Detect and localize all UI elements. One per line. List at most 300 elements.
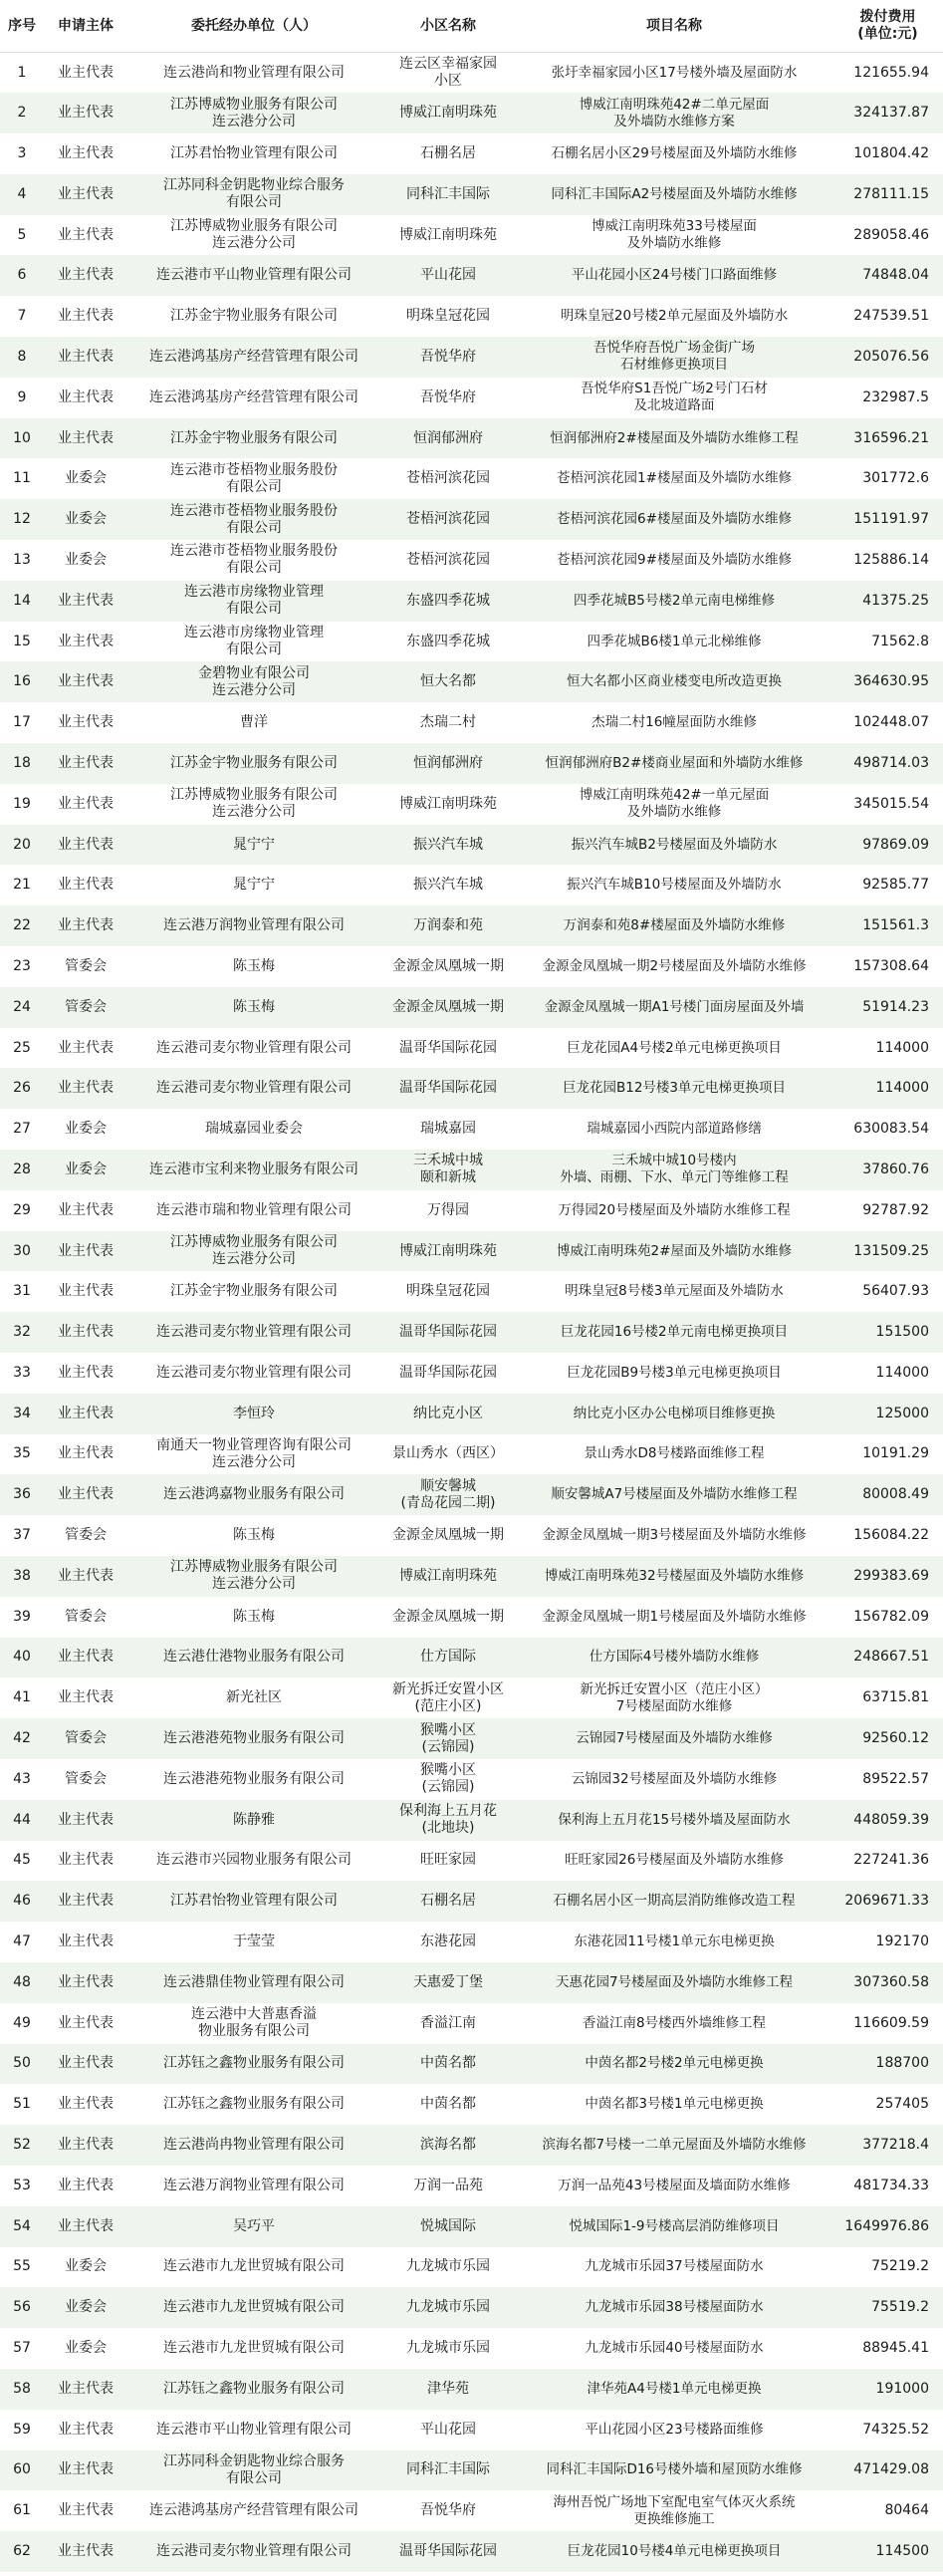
cell-seq: 19 bbox=[13, 795, 31, 812]
cell-seq: 27 bbox=[13, 1121, 31, 1138]
cell-community: 温哥华国际花园 bbox=[399, 1080, 497, 1097]
table-row bbox=[0, 418, 943, 459]
cell-applicant: 业主代表 bbox=[58, 1080, 114, 1097]
cell-community: 温哥华国际花园 bbox=[399, 2543, 497, 2559]
cell-agent: 金碧物业有限公司 连云港分公司 bbox=[198, 664, 310, 698]
table-row bbox=[0, 905, 943, 946]
cell-community: 津华苑 bbox=[427, 2380, 469, 2397]
table-row bbox=[0, 743, 943, 784]
cell-agent: 连云港市九龙世贸城有限公司 bbox=[163, 2340, 345, 2357]
cell-community: 恒润郁洲府 bbox=[413, 754, 483, 771]
cell-community: 连云区幸福家园 小区 bbox=[399, 56, 497, 90]
cell-applicant: 业主代表 bbox=[58, 1242, 114, 1259]
cell-applicant: 业主代表 bbox=[58, 2461, 114, 2478]
cell-agent: 连云港市九龙世贸城有限公司 bbox=[163, 2299, 345, 2316]
cell-agent: 连云港港苑物业服务有限公司 bbox=[163, 1770, 345, 1787]
cell-applicant: 业主代表 bbox=[58, 714, 114, 731]
cell-agent: 晁宁宁 bbox=[233, 877, 275, 894]
cell-agent: 江苏钰之鑫物业服务有限公司 bbox=[163, 2096, 345, 2113]
cell-project: 天惠花园7号楼屋面及外墙防水维修工程 bbox=[555, 1973, 794, 1990]
cell-community: 万润一品苑 bbox=[413, 2177, 483, 2193]
cell-applicant: 业委会 bbox=[65, 511, 107, 528]
cell-agent: 瑞城嘉园业委会 bbox=[205, 1121, 303, 1138]
cell-agent: 连云港市苍梧物业服务股份 有限公司 bbox=[170, 543, 338, 577]
cell-project: 中茵名都3号楼1单元电梯更换 bbox=[585, 2096, 764, 2113]
cell-amount: 316596.21 bbox=[853, 429, 929, 446]
cell-seq: 8 bbox=[17, 348, 27, 365]
table-row bbox=[0, 1312, 943, 1353]
cell-applicant: 业主代表 bbox=[58, 2014, 114, 2031]
cell-amount: 151500 bbox=[875, 1324, 929, 1341]
cell-seq: 50 bbox=[13, 2055, 31, 2072]
cell-community: 博威江南明珠苑 bbox=[399, 226, 497, 243]
cell-agent: 连云港鼎佳物业管理有限公司 bbox=[163, 1973, 345, 1990]
cell-community: 金源金凤凰城一期 bbox=[392, 1527, 504, 1544]
cell-applicant: 业主代表 bbox=[58, 226, 114, 243]
cell-community: 天惠爱丁堡 bbox=[413, 1973, 483, 1990]
cell-agent: 新光社区 bbox=[226, 1689, 282, 1706]
cell-applicant: 业主代表 bbox=[58, 2543, 114, 2559]
cell-agent: 江苏博威物业服务有限公司 连云港分公司 bbox=[170, 1234, 338, 1267]
cell-project: 巨龙花园A4号楼2单元电梯更换项目 bbox=[567, 1039, 782, 1056]
cell-project: 博威江南明珠苑2#屋面及外墙防水维修 bbox=[557, 1242, 792, 1259]
table-row bbox=[0, 1231, 943, 1272]
cell-community: 滨海名都 bbox=[420, 2137, 476, 2154]
cell-project: 云锦园32号楼屋面及外墙防水维修 bbox=[571, 1770, 778, 1787]
header-applicant: 申请主体 bbox=[44, 0, 127, 53]
cell-agent: 连云港市宝利来物业服务有限公司 bbox=[149, 1160, 358, 1177]
cell-agent: 陈玉梅 bbox=[233, 998, 275, 1015]
cell-applicant: 业委会 bbox=[65, 2299, 107, 2316]
cell-project: 九龙城市乐园40号楼屋面防水 bbox=[585, 2340, 764, 2357]
cell-applicant: 业主代表 bbox=[58, 348, 114, 365]
cell-seq: 61 bbox=[13, 2502, 31, 2519]
cell-agent: 连云港市苍梧物业服务股份 有限公司 bbox=[170, 461, 338, 495]
cell-project: 四季花城B6楼1单元北梯维修 bbox=[587, 633, 762, 649]
cell-applicant: 业委会 bbox=[65, 1121, 107, 1138]
cell-project: 金源金凤凰城一期1号楼屋面及外墙防水维修 bbox=[542, 1608, 807, 1625]
cell-community: 苍梧河滨花园 bbox=[406, 511, 490, 528]
table-row bbox=[0, 1028, 943, 1069]
cell-agent: 江苏金宇物业服务有限公司 bbox=[170, 1283, 338, 1300]
table-row bbox=[0, 1841, 943, 1882]
cell-applicant: 业主代表 bbox=[58, 1852, 114, 1869]
cell-community: 东港花园 bbox=[420, 1933, 476, 1950]
cell-seq: 57 bbox=[13, 2340, 31, 2357]
cell-seq: 48 bbox=[13, 1973, 31, 1990]
cell-project: 苍梧河滨花园1#楼屋面及外墙防水维修 bbox=[557, 470, 792, 487]
cell-seq: 38 bbox=[13, 1567, 31, 1584]
table-row bbox=[0, 93, 943, 133]
cell-amount: 248667.51 bbox=[853, 1649, 929, 1666]
cell-project: 旺旺家园26号楼屋面及外墙防水维修 bbox=[565, 1852, 784, 1869]
cell-seq: 44 bbox=[13, 1811, 31, 1828]
cell-applicant: 管委会 bbox=[65, 998, 107, 1015]
table-row bbox=[0, 2084, 943, 2125]
cell-community: 东盛四季花城 bbox=[406, 592, 490, 609]
cell-community: 顺安馨城 (青岛花园二期) bbox=[400, 1477, 496, 1511]
cell-applicant: 业主代表 bbox=[58, 429, 114, 446]
cell-agent: 连云港市平山物业管理有限公司 bbox=[156, 2421, 352, 2438]
cell-agent: 晁宁宁 bbox=[233, 836, 275, 853]
cell-amount: 299383.69 bbox=[853, 1567, 929, 1584]
cell-community: 九龙城市乐园 bbox=[406, 2258, 490, 2275]
header-project: 项目名称 bbox=[516, 0, 832, 53]
cell-amount: 37860.76 bbox=[862, 1160, 929, 1177]
cell-seq: 4 bbox=[17, 185, 27, 202]
table-row bbox=[0, 2044, 943, 2085]
cell-project: 金源金凤凰城一期A1号楼门面房屋面及外墙 bbox=[544, 998, 805, 1015]
cell-amount: 10191.29 bbox=[862, 1445, 929, 1462]
cell-agent: 连云港万润物业管理有限公司 bbox=[163, 917, 345, 934]
cell-community: 恒大名都 bbox=[420, 673, 476, 690]
cell-amount: 324137.87 bbox=[853, 105, 929, 122]
cell-amount: 80008.49 bbox=[862, 1486, 929, 1503]
cell-project: 巨龙花园16号楼2单元南电梯更换项目 bbox=[560, 1324, 789, 1341]
cell-applicant: 业主代表 bbox=[58, 917, 114, 934]
cell-agent: 连云港市房缘物业管理 有限公司 bbox=[184, 584, 324, 618]
table-row bbox=[0, 1677, 943, 1718]
cell-amount: 56407.93 bbox=[862, 1283, 929, 1300]
cell-amount: 125886.14 bbox=[853, 551, 929, 568]
table-row bbox=[0, 1394, 943, 1434]
cell-applicant: 业委会 bbox=[65, 1160, 107, 1177]
cell-amount: 481734.33 bbox=[853, 2177, 929, 2193]
cell-agent: 连云港市平山物业管理有限公司 bbox=[156, 267, 352, 284]
cell-project: 滨海名都7号楼一二单元屋面及外墙防水维修 bbox=[542, 2137, 807, 2154]
cell-applicant: 业主代表 bbox=[58, 267, 114, 284]
cell-applicant: 业主代表 bbox=[58, 1649, 114, 1666]
cell-seq: 37 bbox=[13, 1527, 31, 1544]
cell-community: 温哥华国际花园 bbox=[399, 1324, 497, 1341]
cell-community: 温哥华国际花园 bbox=[399, 1039, 497, 1056]
cell-amount: 51914.23 bbox=[862, 998, 929, 1015]
table-row bbox=[0, 378, 943, 418]
cell-community: 新光拆迁安置小区 (范庄小区) bbox=[392, 1680, 504, 1714]
cell-project: 博威江南明珠苑32号楼屋面及外墙防水维修 bbox=[544, 1567, 805, 1584]
cell-project: 四季花城B5号楼2单元南电梯维修 bbox=[574, 592, 775, 609]
cell-applicant: 业委会 bbox=[65, 2258, 107, 2275]
cell-agent: 连云港尚冉物业管理有限公司 bbox=[163, 2137, 345, 2154]
cell-seq: 24 bbox=[13, 998, 31, 1015]
cell-seq: 7 bbox=[17, 308, 27, 325]
cell-amount: 114000 bbox=[875, 1080, 929, 1097]
cell-amount: 63715.81 bbox=[862, 1689, 929, 1706]
cell-community: 景山秀水（西区） bbox=[392, 1445, 504, 1462]
cell-amount: 114500 bbox=[875, 2543, 929, 2559]
cell-seq: 31 bbox=[13, 1283, 31, 1300]
table-row bbox=[0, 702, 943, 743]
cell-agent: 连云港中大普惠香溢 物业服务有限公司 bbox=[191, 2006, 317, 2040]
cell-community: 万润泰和苑 bbox=[413, 917, 483, 934]
table-row bbox=[0, 53, 943, 94]
cell-community: 中茵名都 bbox=[420, 2055, 476, 2072]
cell-applicant: 业主代表 bbox=[58, 2421, 114, 2438]
cell-seq: 26 bbox=[13, 1080, 31, 1097]
table-row bbox=[0, 1150, 943, 1190]
cell-applicant: 业主代表 bbox=[58, 836, 114, 853]
cell-seq: 28 bbox=[13, 1160, 31, 1177]
cell-applicant: 业主代表 bbox=[58, 1039, 114, 1056]
cell-applicant: 业主代表 bbox=[58, 1567, 114, 1584]
cell-amount: 121655.94 bbox=[853, 64, 929, 81]
cell-amount: 301772.6 bbox=[862, 470, 929, 487]
table-row bbox=[0, 1068, 943, 1109]
cell-project: 振兴汽车城B2号楼屋面及外墙防水 bbox=[571, 836, 778, 853]
cell-seq: 56 bbox=[13, 2299, 31, 2316]
cell-amount: 92787.92 bbox=[862, 1201, 929, 1218]
cell-amount: 471429.08 bbox=[853, 2461, 929, 2478]
table-row bbox=[0, 2369, 943, 2410]
cell-community: 猴嘴小区 (云锦园) bbox=[420, 1721, 476, 1755]
cell-community: 石棚名居 bbox=[420, 144, 476, 161]
cell-seq: 14 bbox=[13, 592, 31, 609]
table-row bbox=[0, 2490, 943, 2531]
table-row bbox=[0, 2166, 943, 2206]
header-agent: 委托经办单位（人） bbox=[127, 0, 380, 53]
table-row bbox=[0, 133, 943, 174]
cell-project: 巨龙花园10号楼4单元电梯更换项目 bbox=[567, 2543, 782, 2559]
cell-seq: 53 bbox=[13, 2177, 31, 2193]
cell-applicant: 业主代表 bbox=[58, 2217, 114, 2234]
cell-applicant: 业主代表 bbox=[58, 592, 114, 609]
cell-seq: 12 bbox=[13, 511, 31, 528]
cell-applicant: 业委会 bbox=[65, 470, 107, 487]
table-row bbox=[0, 296, 943, 337]
cell-agent: 连云港鸿基房产经营管理有限公司 bbox=[149, 388, 358, 405]
cell-community: 平山花园 bbox=[420, 2421, 476, 2438]
cell-amount: 188700 bbox=[875, 2055, 929, 2072]
cell-amount: 227241.36 bbox=[853, 1852, 929, 1869]
table-row bbox=[0, 2531, 943, 2572]
cell-amount: 41375.25 bbox=[862, 592, 929, 609]
table-row bbox=[0, 1474, 943, 1515]
cell-agent: 江苏博威物业服务有限公司 连云港分公司 bbox=[170, 1559, 338, 1593]
cell-community: 苍梧河滨花园 bbox=[406, 551, 490, 568]
cell-project: 万润泰和苑8#楼屋面及外墙防水维修 bbox=[563, 917, 786, 934]
table-row bbox=[0, 825, 943, 866]
cell-community: 博威江南明珠苑 bbox=[399, 795, 497, 812]
cell-applicant: 业主代表 bbox=[58, 1405, 114, 1421]
cell-seq: 18 bbox=[13, 754, 31, 771]
cell-seq: 17 bbox=[13, 714, 31, 731]
cell-agent: 连云港司麦尔物业管理有限公司 bbox=[156, 1080, 352, 1097]
cell-community: 万得园 bbox=[427, 1201, 469, 1218]
cell-agent: 连云港港苑物业服务有限公司 bbox=[163, 1730, 345, 1747]
cell-agent: 江苏君怡物业管理有限公司 bbox=[170, 144, 338, 161]
cell-seq: 23 bbox=[13, 957, 31, 974]
cell-project: 张圩幸福家园小区17号楼外墙及屋面防水 bbox=[551, 64, 798, 81]
cell-amount: 345015.54 bbox=[853, 795, 929, 812]
cell-agent: 江苏博威物业服务有限公司 连云港分公司 bbox=[170, 96, 338, 129]
cell-agent: 连云港司麦尔物业管理有限公司 bbox=[156, 1364, 352, 1381]
cell-agent: 江苏同科金钥匙物业综合服务 有限公司 bbox=[163, 2452, 345, 2486]
header-community: 小区名称 bbox=[380, 0, 516, 53]
cell-agent: 南通天一物业管理咨询有限公司 连云港分公司 bbox=[156, 1436, 352, 1470]
cell-amount: 151561.3 bbox=[862, 917, 929, 934]
table-row bbox=[0, 1515, 943, 1556]
cell-project: 纳比克小区办公电梯项目维修更换 bbox=[573, 1405, 776, 1421]
cell-applicant: 业主代表 bbox=[58, 1933, 114, 1950]
cell-seq: 22 bbox=[13, 917, 31, 934]
cell-applicant: 业主代表 bbox=[58, 1283, 114, 1300]
cell-project: 云锦园7号楼屋面及外墙防水维修 bbox=[576, 1730, 773, 1747]
cell-agent: 江苏金宇物业服务有限公司 bbox=[170, 754, 338, 771]
cell-seq: 30 bbox=[13, 1242, 31, 1259]
cell-amount: 88945.41 bbox=[862, 2340, 929, 2357]
cell-applicant: 管委会 bbox=[65, 1527, 107, 1544]
cell-seq: 62 bbox=[13, 2543, 31, 2559]
cell-applicant: 业主代表 bbox=[58, 1811, 114, 1828]
cell-applicant: 业委会 bbox=[65, 2340, 107, 2357]
cell-applicant: 业委会 bbox=[65, 551, 107, 568]
cell-amount: 116609.59 bbox=[853, 2014, 929, 2031]
cell-project: 明珠皇冠8号楼3单元屋面及外墙防水 bbox=[565, 1283, 784, 1300]
cell-community: 九龙城市乐园 bbox=[406, 2299, 490, 2316]
cell-seq: 52 bbox=[13, 2137, 31, 2154]
table-row bbox=[0, 1881, 943, 1922]
table-row bbox=[0, 255, 943, 296]
cell-project: 仕方国际4号楼外墙防水维修 bbox=[589, 1649, 760, 1666]
table-row bbox=[0, 2003, 943, 2044]
cell-agent: 陈玉梅 bbox=[233, 957, 275, 974]
cell-project: 恒润郁洲府2#楼屋面及外墙防水维修工程 bbox=[550, 429, 799, 446]
cell-community: 金源金凤凰城一期 bbox=[392, 957, 504, 974]
cell-community: 苍梧河滨花园 bbox=[406, 470, 490, 487]
cell-amount: 114000 bbox=[875, 1364, 929, 1381]
table-row bbox=[0, 1718, 943, 1759]
cell-seq: 43 bbox=[13, 1770, 31, 1787]
cell-applicant: 业主代表 bbox=[58, 1486, 114, 1503]
cell-seq: 9 bbox=[17, 388, 27, 405]
cell-project: 恒大名都小区商业楼变电所改造更换 bbox=[567, 673, 782, 690]
table-row bbox=[0, 661, 943, 702]
cell-amount: 74848.04 bbox=[862, 267, 929, 284]
cell-project: 博威江南明珠苑42#一单元屋面 及外墙防水维修 bbox=[579, 787, 770, 821]
cell-amount: 151191.97 bbox=[853, 511, 929, 528]
cell-seq: 25 bbox=[13, 1039, 31, 1056]
cell-project: 巨龙花园B9号楼3单元电梯更换项目 bbox=[567, 1364, 782, 1381]
cell-community: 石棚名居 bbox=[420, 1893, 476, 1910]
cell-applicant: 业主代表 bbox=[58, 64, 114, 81]
cell-community: 东盛四季花城 bbox=[406, 633, 490, 649]
cell-applicant: 业主代表 bbox=[58, 1893, 114, 1910]
cell-amount: 131509.25 bbox=[853, 1242, 929, 1259]
cell-seq: 39 bbox=[13, 1608, 31, 1625]
cell-amount: 630083.54 bbox=[853, 1121, 929, 1138]
cell-amount: 448059.39 bbox=[853, 1811, 929, 1828]
cell-project: 保利海上五月花15号楼外墙及屋面防水 bbox=[558, 1811, 791, 1828]
cell-amount: 289058.46 bbox=[853, 226, 929, 243]
cell-community: 三禾城中城 颐和新城 bbox=[413, 1153, 483, 1186]
cell-project: 吾悦华府吾悦广场金街广场 石材维修更换项目 bbox=[593, 340, 755, 374]
cell-project: 新光拆迁安置小区（范庄小区） 7号楼屋面防水维修 bbox=[580, 1680, 769, 1714]
cell-agent: 陈玉梅 bbox=[233, 1608, 275, 1625]
cell-amount: 191000 bbox=[875, 2380, 929, 2397]
cell-project: 明珠皇冠20号楼2单元屋面及外墙防水 bbox=[560, 308, 789, 325]
cell-seq: 46 bbox=[13, 1893, 31, 1910]
cell-community: 振兴汽车城 bbox=[413, 877, 483, 894]
cell-community: 金源金凤凰城一期 bbox=[392, 998, 504, 1015]
cell-amount: 92585.77 bbox=[862, 877, 929, 894]
cell-amount: 80464 bbox=[884, 2502, 929, 2519]
table-header-row bbox=[0, 0, 943, 53]
table-row bbox=[0, 622, 943, 662]
cell-agent: 于莹莹 bbox=[233, 1933, 275, 1950]
cell-amount: 75519.2 bbox=[871, 2299, 929, 2316]
cell-seq: 42 bbox=[13, 1730, 31, 1747]
cell-agent: 连云港鸿嘉物业服务有限公司 bbox=[163, 1486, 345, 1503]
cell-agent: 江苏钰之鑫物业服务有限公司 bbox=[163, 2380, 345, 2397]
table-row bbox=[0, 581, 943, 622]
cell-agent: 江苏博威物业服务有限公司 连云港分公司 bbox=[170, 787, 338, 821]
cell-project: 三禾城中城10号楼内 外墙、雨棚、下水、单元门等维修工程 bbox=[560, 1153, 789, 1186]
cell-seq: 6 bbox=[17, 267, 27, 284]
table-row bbox=[0, 2410, 943, 2450]
cell-applicant: 业主代表 bbox=[58, 795, 114, 812]
cell-applicant: 业主代表 bbox=[58, 144, 114, 161]
table-row bbox=[0, 1922, 943, 1962]
cell-project: 海州吾悦广场地下室配电室气体灭火系统 更换维修施工 bbox=[553, 2493, 796, 2527]
table-row bbox=[0, 2450, 943, 2491]
cell-seq: 20 bbox=[13, 836, 31, 853]
table-row bbox=[0, 174, 943, 215]
cell-seq: 36 bbox=[13, 1486, 31, 1503]
table-row bbox=[0, 2287, 943, 2328]
cell-project: 苍梧河滨花园9#楼屋面及外墙防水维修 bbox=[557, 551, 792, 568]
cell-seq: 21 bbox=[13, 877, 31, 894]
cell-amount: 125000 bbox=[875, 1405, 929, 1421]
cell-project: 九龙城市乐园38号楼屋面防水 bbox=[585, 2299, 764, 2316]
cell-amount: 498714.03 bbox=[853, 754, 929, 771]
cell-agent: 吴巧平 bbox=[233, 2217, 275, 2234]
cell-amount: 75219.2 bbox=[871, 2258, 929, 2275]
cell-project: 顺安馨城A7号楼屋面及外墙防水维修工程 bbox=[551, 1486, 798, 1503]
cell-community: 明珠皇冠花园 bbox=[406, 1283, 490, 1300]
cell-community: 吾悦华府 bbox=[420, 2502, 476, 2519]
cell-project: 同科汇丰国际D16号楼外墙和屋顶防水维修 bbox=[546, 2461, 803, 2478]
cell-project: 博威江南明珠苑42#二单元屋面 及外墙防水维修方案 bbox=[579, 96, 770, 129]
cell-applicant: 业主代表 bbox=[58, 1364, 114, 1381]
cell-applicant: 业主代表 bbox=[58, 2502, 114, 2519]
cell-seq: 49 bbox=[13, 2014, 31, 2031]
table-row bbox=[0, 215, 943, 256]
cell-agent: 连云港市兴园物业服务有限公司 bbox=[156, 1852, 352, 1869]
cell-applicant: 业主代表 bbox=[58, 1689, 114, 1706]
cell-community: 博威江南明珠苑 bbox=[399, 1567, 497, 1584]
cell-project: 平山花园小区23号楼路面维修 bbox=[585, 2421, 764, 2438]
table-row bbox=[0, 1271, 943, 1312]
cell-amount: 92560.12 bbox=[862, 1730, 929, 1747]
cell-applicant: 业主代表 bbox=[58, 1445, 114, 1462]
cell-amount: 1649976.86 bbox=[844, 2217, 929, 2234]
table-row bbox=[0, 337, 943, 378]
cell-community: 杰瑞二村 bbox=[420, 714, 476, 731]
header-amount: 拨付费用 (单位:元) bbox=[832, 0, 943, 53]
cell-community: 博威江南明珠苑 bbox=[399, 1242, 497, 1259]
table-row bbox=[0, 1109, 943, 1150]
cell-agent: 连云港司麦尔物业管理有限公司 bbox=[156, 2543, 352, 2559]
cell-applicant: 业主代表 bbox=[58, 633, 114, 649]
cell-seq: 10 bbox=[13, 429, 31, 446]
cell-agent: 江苏君怡物业管理有限公司 bbox=[170, 1893, 338, 1910]
cell-seq: 45 bbox=[13, 1852, 31, 1869]
cell-project: 振兴汽车城B10号楼屋面及外墙防水 bbox=[567, 877, 782, 894]
cell-amount: 74325.52 bbox=[862, 2421, 929, 2438]
cell-community: 旺旺家园 bbox=[420, 1852, 476, 1869]
cell-community: 振兴汽车城 bbox=[413, 836, 483, 853]
cell-seq: 41 bbox=[13, 1689, 31, 1706]
